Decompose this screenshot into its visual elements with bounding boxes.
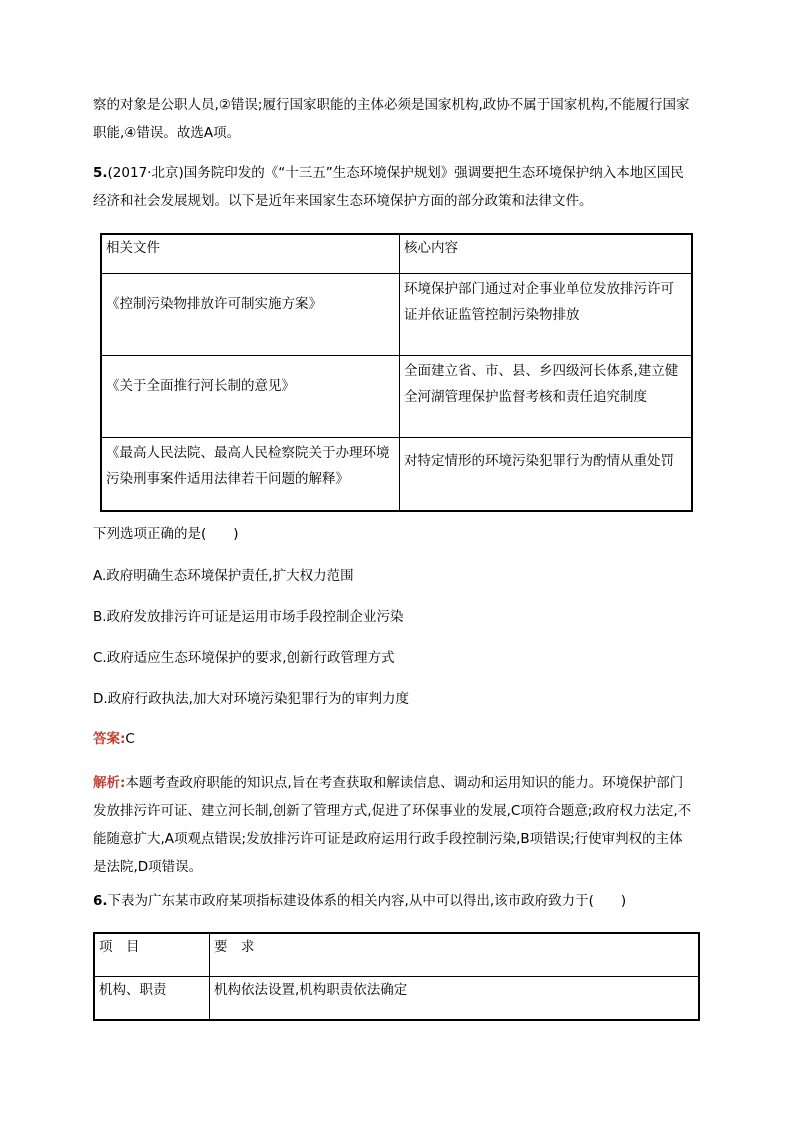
table-row xyxy=(101,356,692,438)
option-a: A.政府明确生态环境保护责任,扩大权力范围 xyxy=(93,568,354,584)
question-stem: 下列选项正确的是( ) xyxy=(93,526,239,542)
answer-value: C xyxy=(125,731,135,747)
policy-documents-table xyxy=(100,233,693,512)
question-number: 5. xyxy=(93,165,108,181)
table-cell: 环境保护部门通过对企事业单位发放排污许可证并依证监管控制污染物排放 xyxy=(400,274,693,356)
question-body: 国务院印发的《“十三五”生态环境保护规划》强调要把生态环境保护纳入本地区国民经济和社会发展规划。以下是近年来国家生态环境保护方面的部分政策和法律文件。 xyxy=(93,165,684,209)
table-cell: 《最高人民法院、最高人民检察院关于办理环境污染刑事案件适用法律若干问题的解释》 xyxy=(101,438,400,512)
question-source: (2017·北京) xyxy=(107,165,184,181)
table-cell: 对特定情形的环境污染犯罪行为酌情从重处罚 xyxy=(400,438,693,512)
answer-label: 答案: xyxy=(93,731,126,747)
table-row xyxy=(101,274,692,356)
previous-explanation-text: 察的对象是公职人员,②错误;履行国家职能的主体必须是国家机构,政协不属于国家机构,不能履行国家职能,④错误。故选A项。 xyxy=(93,97,690,141)
explanation-label: 解析: xyxy=(93,775,126,791)
question-6-text xyxy=(93,887,693,915)
indicator-table xyxy=(93,932,700,1021)
option-c: C.政府适应生态环境保护的要求,创新行政管理方式 xyxy=(93,650,395,666)
table-cell: 机构、职责 xyxy=(94,977,210,1021)
table-cell: 机构依法设置,机构职责依法确定 xyxy=(210,977,700,1021)
explanation-text: 本题考查政府职能的知识点,旨在考查获取和解读信息、调动和运用知识的能力。环境保护部门发放排污许可证、建立河长制,创新了管理方式,促进了环保事业的发展,C项符合题意;政府权力法定,不能随意扩大,A项观点错误;发放排污许可证是政府运用行政手段控制污染,B项错误;行使审判权的主体是法院,D项错误。 xyxy=(93,775,692,875)
table-row xyxy=(94,977,699,1021)
table-header-cell: 核心内容 xyxy=(400,234,693,274)
table-cell: 《控制污染物排放许可制实施方案》 xyxy=(101,274,400,356)
option-b: B.政府发放排污许可证是运用市场手段控制企业污染 xyxy=(93,609,404,625)
table-header-cell: 要 求 xyxy=(210,933,700,977)
table-cell: 全面建立省、市、县、乡四级河长体系,建立健全河湖管理保护监督考核和责任追究制度 xyxy=(400,356,693,438)
question-number: 6. xyxy=(93,893,108,909)
table-cell: 《关于全面推行河长制的意见》 xyxy=(101,356,400,438)
question-5-text xyxy=(93,159,693,215)
option-d: D.政府行政执法,加大对环境污染犯罪行为的审判力度 xyxy=(93,691,409,707)
table-header-row xyxy=(94,933,699,977)
question-body: 下表为广东某市政府某项指标建设体系的相关内容,从中可以得出,该市政府致力于( ) xyxy=(107,893,627,909)
table-row xyxy=(101,438,692,512)
table-header-cell: 相关文件 xyxy=(101,234,400,274)
table-header-row xyxy=(101,234,692,274)
explanation-paragraph xyxy=(93,769,693,881)
table-header-cell: 项 目 xyxy=(94,933,210,977)
answer-line xyxy=(93,729,135,749)
